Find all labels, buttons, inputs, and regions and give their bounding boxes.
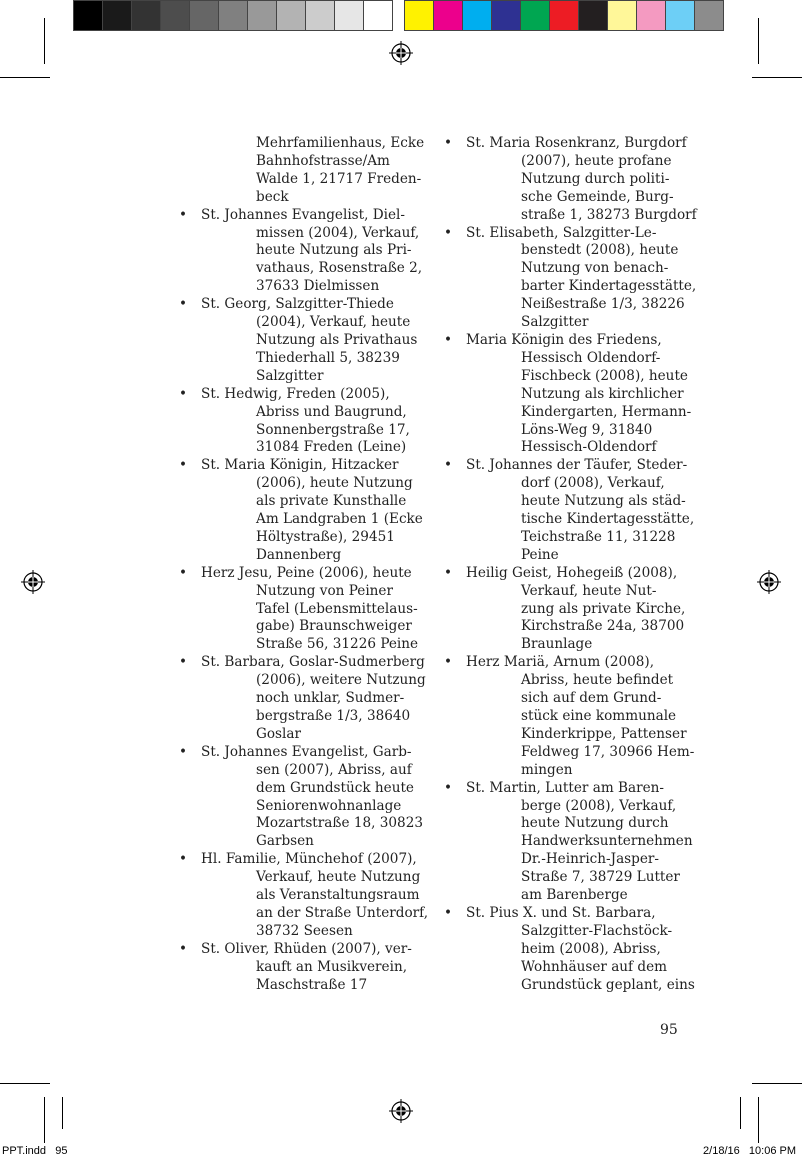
text-line: dem Grundstück heute <box>256 779 414 796</box>
text-line: Teichstraße 11, 31228 <box>521 528 676 545</box>
text-line: Abriss, heute befindet <box>521 672 674 689</box>
text-line: Feldweg 17, 30966 Hem- <box>521 743 695 760</box>
text-line: Abriss und Baugrund, <box>256 403 407 420</box>
crop-mark <box>44 1097 45 1143</box>
text-line: am Barenberge <box>521 887 628 904</box>
text-line: • Heilig Geist, Hohegeiß (2008), <box>466 564 678 581</box>
list-item <box>201 851 429 941</box>
text-line: • St. Elisabeth, Salzgitter-Le- <box>466 224 657 241</box>
gray-swatch <box>335 1 364 30</box>
gray-swatch <box>190 1 219 30</box>
text-line: tische Kindertagesstätte, <box>521 511 695 528</box>
text-line: Kirchstraße 24a, 38700 <box>521 618 685 635</box>
text-line: beck <box>256 188 289 205</box>
text-line: • St. Barbara, Goslar-Sudmerberg <box>201 654 425 671</box>
color-swatch <box>637 1 666 30</box>
text-line: Höltystraße), 29451 <box>256 528 395 545</box>
text-line: Straße 7, 38729 Lutter <box>521 869 680 886</box>
list-item <box>466 457 696 564</box>
text-line: (2007), heute profane <box>521 152 672 169</box>
text-line: bergstraße 1/3, 38640 <box>256 708 411 724</box>
list-item <box>201 207 426 297</box>
text-line: Goslar <box>256 725 301 742</box>
list-item <box>201 941 426 995</box>
text-line: heute Nutzung als städ- <box>521 493 686 510</box>
list-item-continuation <box>201 135 426 207</box>
text-line: Braunlage <box>521 636 593 653</box>
text-line: Seniorenwohnanlage <box>256 797 402 814</box>
text-line: Bahnhofstrasse/Am <box>256 152 390 169</box>
text-line: dorf (2008), Verkauf, <box>521 475 665 492</box>
text-line: • St. Oliver, Rhüden (2007), ver- <box>201 940 412 957</box>
text-line: heute Nutzung als Pri- <box>256 242 412 259</box>
color-swatch <box>405 1 434 30</box>
text-line: • St. Johannes der Täufer, Steder- <box>466 457 688 474</box>
text-line: gabe) Braunschweiger <box>256 618 412 635</box>
slug-timestamp: 2/18/16 10:06 PM <box>703 1145 796 1157</box>
text-line: • Herz Jesu, Peine (2006), heute <box>201 564 412 581</box>
registration-mark-icon <box>389 1099 413 1123</box>
text-line: • St. Hedwig, Freden (2005), <box>201 385 390 402</box>
text-line: als Veranstaltungsraum <box>256 887 420 904</box>
text-line: Wohnhäuser auf dem <box>521 958 668 975</box>
text-line: Tafel (Lebensmittelaus- <box>256 600 418 617</box>
text-line: • St. Johannes Evangelist, Diel- <box>201 206 405 223</box>
color-swatch <box>608 1 637 30</box>
gray-swatch <box>364 1 392 30</box>
list-item <box>201 654 426 744</box>
text-line: • St. Johannes Evangelist, Garb- <box>201 743 412 760</box>
list-item <box>466 654 696 779</box>
list-item <box>201 565 426 655</box>
slug-filename: PPT.indd 95 <box>2 1145 68 1157</box>
color-swatch <box>550 1 579 30</box>
gray-swatch <box>132 1 161 30</box>
gray-swatch <box>219 1 248 30</box>
gray-swatch <box>248 1 277 30</box>
text-line: (2006), weitere Nutzung <box>256 672 426 689</box>
text-line: Walde 1, 21717 Freden- <box>256 170 422 187</box>
text-line: Maschstraße 17 <box>256 976 368 993</box>
gray-swatch <box>306 1 335 30</box>
gray-swatch <box>74 1 103 30</box>
text-line: Grundstück geplant, eins <box>521 976 695 993</box>
list-item <box>201 457 426 564</box>
color-swatch <box>463 1 492 30</box>
text-line: vathaus, Rosenstraße 2, <box>256 260 423 277</box>
text-line: zung als private Kirche, <box>521 600 686 617</box>
list-item <box>466 565 696 655</box>
page-number: 95 <box>660 1022 678 1038</box>
text-line: heute Nutzung durch <box>521 815 669 832</box>
church-list <box>466 135 696 995</box>
crop-mark <box>740 1097 741 1129</box>
text-line: (2004), Verkauf, heute <box>256 314 411 331</box>
text-line: Salzgitter <box>256 367 324 384</box>
color-swatch <box>434 1 463 30</box>
text-line: Hessisch Oldendorf- <box>521 349 661 366</box>
text-line: 37633 Dielmissen <box>256 278 380 295</box>
text-line: Am Landgraben 1 (Ecke <box>256 511 423 528</box>
text-line: Handwerksunternehmen <box>521 833 693 850</box>
crop-mark <box>0 77 50 78</box>
text-line: barter Kindertagesstätte, <box>521 278 697 295</box>
list-item <box>201 386 426 458</box>
text-line: stück eine kommunale <box>521 708 677 724</box>
color-colorbar <box>404 0 724 31</box>
registration-mark-icon <box>21 570 45 594</box>
grayscale-colorbar <box>73 0 393 31</box>
text-line: Salzgitter <box>521 314 589 331</box>
text-line: Nutzung als Privathaus <box>256 331 418 348</box>
list-item <box>466 332 696 457</box>
text-line: • St. Maria Königin, Hitzacker <box>201 457 399 474</box>
text-line: • Hl. Familie, Münchehof (2007), <box>201 851 417 868</box>
church-list <box>201 135 429 995</box>
color-swatch <box>579 1 608 30</box>
text-line: Kindergarten, Hermann- <box>521 403 692 420</box>
gray-swatch <box>161 1 190 30</box>
registration-mark-icon <box>757 570 781 594</box>
text-line: • St. Pius X. und St. Barbara, <box>466 904 656 921</box>
text-line: berge (2008), Verkauf, <box>521 797 677 814</box>
text-line: missen (2004), Verkauf, <box>256 224 420 241</box>
text-line: Neißestraße 1/3, 38226 <box>521 296 685 313</box>
text-line: • Herz Mariä, Arnum (2008), <box>466 654 655 671</box>
right-column <box>466 135 696 995</box>
text-line: an der Straße Unterdorf, <box>256 904 429 921</box>
text-line: sich auf dem Grund- <box>521 690 662 707</box>
list-item <box>466 225 696 332</box>
text-line: Dannenberg <box>256 546 342 563</box>
text-line: Mehrfamilienhaus, Ecke <box>256 135 425 151</box>
gray-swatch <box>277 1 306 30</box>
text-line: • Maria Königin des Friedens, <box>466 331 662 348</box>
text-line: • St. Martin, Lutter am Baren- <box>466 779 665 796</box>
text-line: Garbsen <box>256 833 314 850</box>
text-line: als private Kunsthalle <box>256 493 407 510</box>
text-line: Peine <box>521 546 559 563</box>
list-item <box>201 296 426 386</box>
text-line: Verkauf, heute Nutzung <box>256 869 421 886</box>
color-swatch <box>521 1 550 30</box>
text-line: Verkauf, heute Nut- <box>521 582 657 599</box>
crop-mark <box>62 1097 63 1129</box>
text-line: noch unklar, Sudmer- <box>256 690 405 707</box>
text-line: Sonnenbergstraße 17, <box>256 421 410 438</box>
text-line: Mozartstraße 18, 30823 <box>256 815 424 832</box>
text-line: kauft an Musikverein, <box>256 958 408 975</box>
crop-mark <box>44 18 45 64</box>
text-line: Fischbeck (2008), heute <box>521 367 688 384</box>
text-line: straße 1, 38273 Burgdorf <box>521 206 697 223</box>
registration-mark-icon <box>389 41 413 65</box>
text-line: benstedt (2008), heute <box>521 242 679 259</box>
text-line: Kinderkrippe, Pattenser <box>521 725 687 742</box>
crop-mark <box>752 77 802 78</box>
text-line: sche Gemeinde, Burg- <box>521 188 674 205</box>
text-line: Dr.-Heinrich-Jasper- <box>521 851 659 868</box>
left-column <box>201 135 429 995</box>
text-line: Löns-Weg 9, 31840 <box>521 421 653 438</box>
color-swatch <box>695 1 723 30</box>
text-line: Nutzung von Peiner <box>256 582 393 599</box>
text-line: • St. Maria Rosenkranz, Burgdorf <box>466 135 687 151</box>
text-line: Nutzung durch politi- <box>521 170 670 187</box>
crop-mark <box>0 1083 50 1084</box>
text-line: 38732 Seesen <box>256 922 353 939</box>
list-item <box>466 780 696 905</box>
text-line: Straße 56, 31226 Peine <box>256 636 419 653</box>
text-line: 31084 Freden (Leine) <box>256 439 407 456</box>
crop-mark <box>752 1083 802 1084</box>
color-swatch <box>492 1 521 30</box>
list-item <box>466 135 696 225</box>
crop-mark <box>758 18 759 64</box>
crop-mark <box>758 1097 759 1143</box>
gray-swatch <box>103 1 132 30</box>
text-line: (2006), heute Nutzung <box>256 475 413 492</box>
color-swatch <box>666 1 695 30</box>
text-line: Nutzung als kirchlicher <box>521 385 684 402</box>
text-line: Salzgitter-Flachstöck- <box>521 922 673 939</box>
list-item <box>201 744 426 851</box>
list-item <box>466 905 696 995</box>
text-line: mingen <box>521 761 573 778</box>
text-line: Nutzung von benach- <box>521 260 669 277</box>
text-line: sen (2007), Abriss, auf <box>256 761 412 778</box>
text-line: Thiederhall 5, 38239 <box>256 349 400 366</box>
text-line: heim (2008), Abriss, <box>521 940 661 957</box>
text-line: Hessisch-Oldendorf <box>521 439 657 456</box>
text-line: • St. Georg, Salzgitter-Thiede <box>201 296 394 313</box>
